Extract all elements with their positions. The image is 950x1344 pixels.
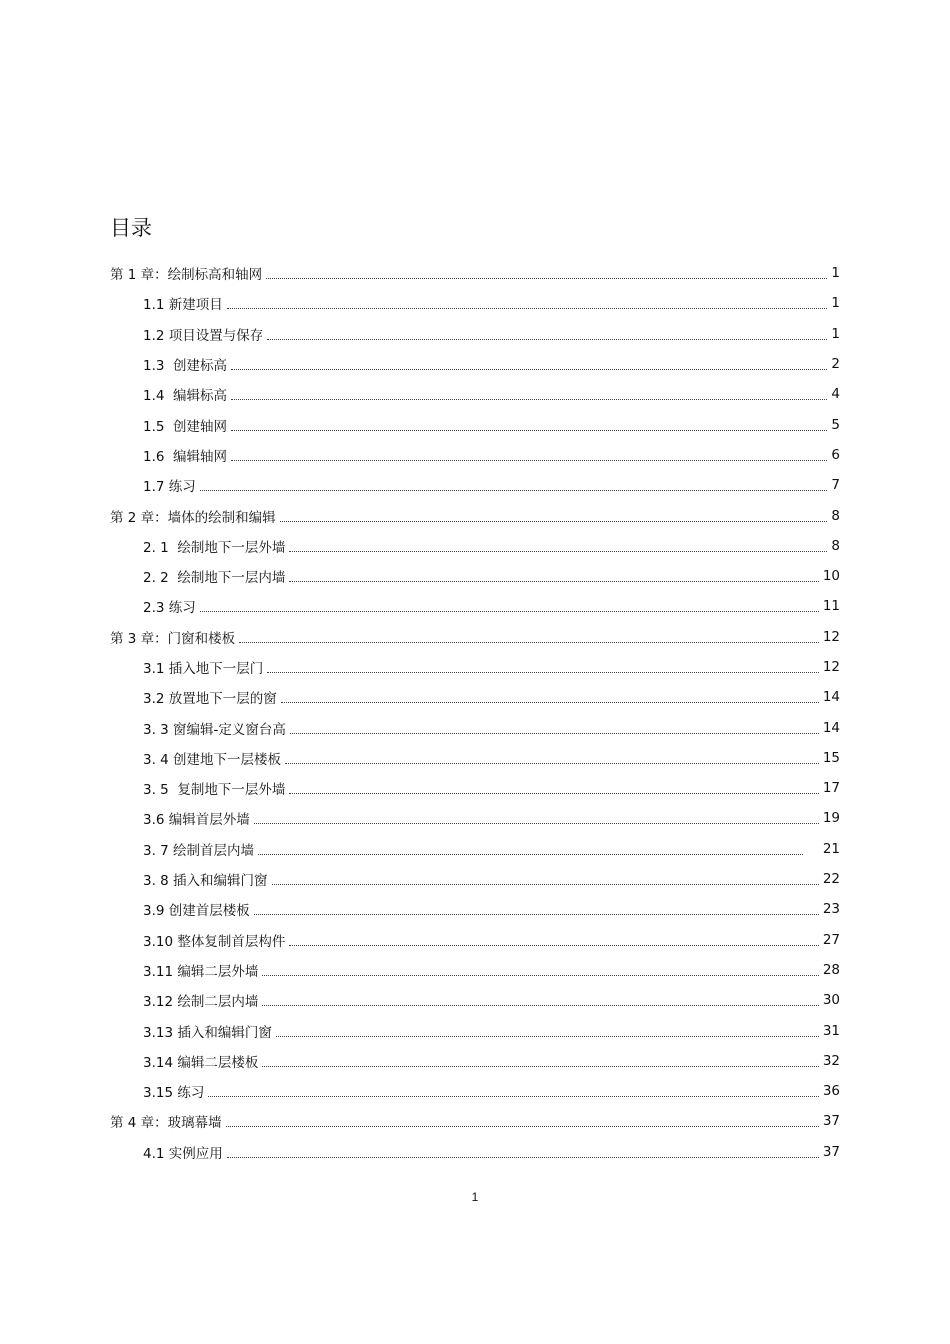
toc-entry-page-number: 14 [822, 689, 840, 706]
toc-section-entry[interactable] [110, 440, 840, 470]
toc-entry-label: 第 1 章：绘制标高和轴网 [110, 263, 264, 283]
toc-dot-leader [231, 368, 827, 370]
toc-entry-page-number: 1 [831, 325, 840, 342]
toc-entry-label: 3.11 编辑二层外墙 [143, 960, 260, 980]
toc-section-entry[interactable] [110, 1137, 840, 1167]
toc-entry-label: 第 2 章：墙体的绘制和编辑 [110, 506, 278, 526]
toc-entry-label: 3.2 放置地下一层的窗 [143, 687, 279, 707]
page-number-footer: 1 [471, 1190, 479, 1204]
toc-dot-leader [226, 1125, 819, 1127]
toc-dot-leader [272, 883, 819, 885]
toc-entry-page-number: 2 [831, 356, 840, 373]
toc-dot-leader [289, 944, 818, 946]
toc-entry-label: 1.2 项目设置与保存 [143, 324, 265, 344]
toc-dot-leader [231, 429, 827, 431]
toc-dot-leader [267, 338, 827, 340]
toc-entry-page-number: 37 [822, 1113, 840, 1130]
toc-section-entry[interactable] [110, 803, 840, 833]
toc-entry-label: 3.9 创建首层楼板 [143, 899, 252, 919]
toc-dot-leader [254, 913, 819, 915]
toc-entry-label: 4.1 实例应用 [143, 1142, 225, 1162]
toc-section-entry[interactable] [110, 591, 840, 621]
toc-section-entry[interactable] [110, 1046, 840, 1076]
toc-section-entry[interactable] [110, 743, 840, 773]
toc-section-entry[interactable] [110, 955, 840, 985]
toc-entry-label: 3. 5 复制地下一层外墙 [143, 778, 287, 798]
toc-entry-page-number: 22 [822, 871, 840, 888]
toc-dot-leader [281, 701, 819, 703]
toc-entry-label: 1.6 编辑轴网 [143, 445, 229, 465]
toc-entry-page-number: 11 [822, 598, 840, 615]
toc-dot-leader [200, 489, 828, 491]
toc-entry-label: 第 3 章：门窗和楼板 [110, 627, 237, 647]
toc-section-entry[interactable] [110, 349, 840, 379]
toc-section-entry[interactable] [110, 470, 840, 500]
toc-dot-leader [208, 1095, 818, 1097]
toc-entry-page-number: 1 [831, 295, 840, 312]
toc-entry-label: 3.1 插入地下一层门 [143, 657, 265, 677]
toc-entry-label: 3.12 绘制二层内墙 [143, 990, 260, 1010]
toc-entry-page-number: 21 [822, 840, 840, 857]
toc-dot-leader [227, 307, 828, 309]
toc-section-entry[interactable] [110, 925, 840, 955]
toc-dot-leader [254, 822, 819, 824]
toc-entry-label: 2. 1 绘制地下一层外墙 [143, 536, 287, 556]
toc-dot-leader [289, 550, 827, 552]
toc-section-entry[interactable] [110, 894, 840, 924]
toc-dot-leader [267, 671, 819, 673]
toc-dot-leader [262, 1004, 818, 1006]
toc-entry-label: 3.13 插入和编辑门窗 [143, 1021, 274, 1041]
toc-section-entry[interactable] [110, 319, 840, 349]
toc-entry-label: 1.4 编辑标高 [143, 384, 229, 404]
toc-section-entry[interactable] [110, 1076, 840, 1106]
toc-chapter-entry[interactable] [110, 500, 840, 530]
toc-entry-page-number: 37 [822, 1143, 840, 1160]
toc-entry-page-number: 6 [831, 446, 840, 463]
toc-entry-page-number: 4 [831, 386, 840, 403]
toc-section-entry[interactable] [110, 379, 840, 409]
toc-dot-leader [289, 580, 818, 582]
toc-entry-page-number: 31 [822, 1022, 840, 1039]
toc-section-entry[interactable] [110, 1015, 840, 1045]
toc-entry-page-number: 8 [831, 537, 840, 554]
toc-entry-page-number: 28 [822, 961, 840, 978]
toc-section-entry[interactable] [110, 409, 840, 439]
toc-section-entry[interactable] [110, 985, 840, 1015]
toc-section-entry[interactable] [110, 773, 840, 803]
toc-entry-label: 3. 4 创建地下一层楼板 [143, 748, 283, 768]
toc-entry-page-number: 12 [822, 628, 840, 645]
toc-dot-leader [280, 520, 828, 522]
toc-entry-page-number: 10 [822, 568, 840, 585]
toc-entry-label: 第 4 章：玻璃幕墙 [110, 1111, 224, 1131]
table-of-contents [110, 258, 840, 1167]
toc-entry-label: 3. 7 绘制首层内墙 [143, 839, 256, 859]
toc-entry-label: 1.1 新建项目 [143, 293, 225, 313]
toc-entry-label: 3.15 练习 [143, 1081, 206, 1101]
toc-dot-leader [262, 974, 818, 976]
toc-entry-page-number: 8 [831, 507, 840, 524]
toc-dot-leader [289, 792, 818, 794]
toc-entry-page-number: 17 [822, 780, 840, 797]
toc-entry-page-number: 7 [831, 477, 840, 494]
toc-entry-page-number: 32 [822, 1052, 840, 1069]
toc-entry-label: 3.10 整体复制首层构件 [143, 930, 287, 950]
toc-entry-label: 2. 2 绘制地下一层内墙 [143, 566, 287, 586]
toc-entry-label: 3.6 编辑首层外墙 [143, 808, 252, 828]
toc-section-entry[interactable] [110, 682, 840, 712]
toc-chapter-entry[interactable] [110, 622, 840, 652]
toc-entry-label: 3. 8 插入和编辑门窗 [143, 869, 270, 889]
toc-dot-leader [258, 853, 803, 855]
toc-section-entry[interactable] [110, 834, 840, 864]
toc-title: 目录 [110, 216, 152, 240]
toc-dot-leader [285, 762, 819, 764]
toc-dot-leader [266, 277, 827, 279]
toc-entry-page-number: 15 [822, 749, 840, 766]
toc-entry-label: 3.14 编辑二层楼板 [143, 1051, 260, 1071]
toc-section-entry[interactable] [110, 652, 840, 682]
toc-dot-leader [239, 641, 819, 643]
toc-entry-page-number: 23 [822, 901, 840, 918]
toc-entry-page-number: 1 [831, 265, 840, 282]
toc-entry-page-number: 27 [822, 931, 840, 948]
toc-entry-label: 2.3 练习 [143, 596, 198, 616]
toc-section-entry[interactable] [110, 864, 840, 894]
toc-dot-leader [290, 732, 819, 734]
toc-entry-page-number: 19 [822, 810, 840, 827]
toc-chapter-entry[interactable] [110, 1106, 840, 1136]
toc-section-entry[interactable] [110, 531, 840, 561]
toc-entry-label: 1.5 创建轴网 [143, 415, 229, 435]
toc-dot-leader [262, 1065, 818, 1067]
toc-entry-label: 3. 3 窗编辑-定义窗台高 [143, 718, 288, 738]
toc-dot-leader [231, 459, 827, 461]
toc-chapter-entry[interactable] [110, 258, 840, 288]
toc-entry-page-number: 5 [831, 416, 840, 433]
toc-dot-leader [276, 1035, 819, 1037]
toc-section-entry[interactable] [110, 561, 840, 591]
toc-entry-page-number: 36 [822, 1083, 840, 1100]
toc-entry-label: 1.3 创建标高 [143, 354, 229, 374]
toc-entry-page-number: 12 [822, 659, 840, 675]
toc-section-entry[interactable] [110, 712, 840, 742]
toc-dot-leader [231, 398, 827, 400]
toc-entry-page-number: 30 [822, 992, 840, 1009]
toc-dot-leader [227, 1156, 819, 1158]
toc-section-entry[interactable] [110, 288, 840, 318]
toc-entry-page-number: 14 [822, 719, 840, 736]
toc-entry-label: 1.7 练习 [143, 475, 198, 495]
toc-dot-leader [200, 610, 819, 612]
